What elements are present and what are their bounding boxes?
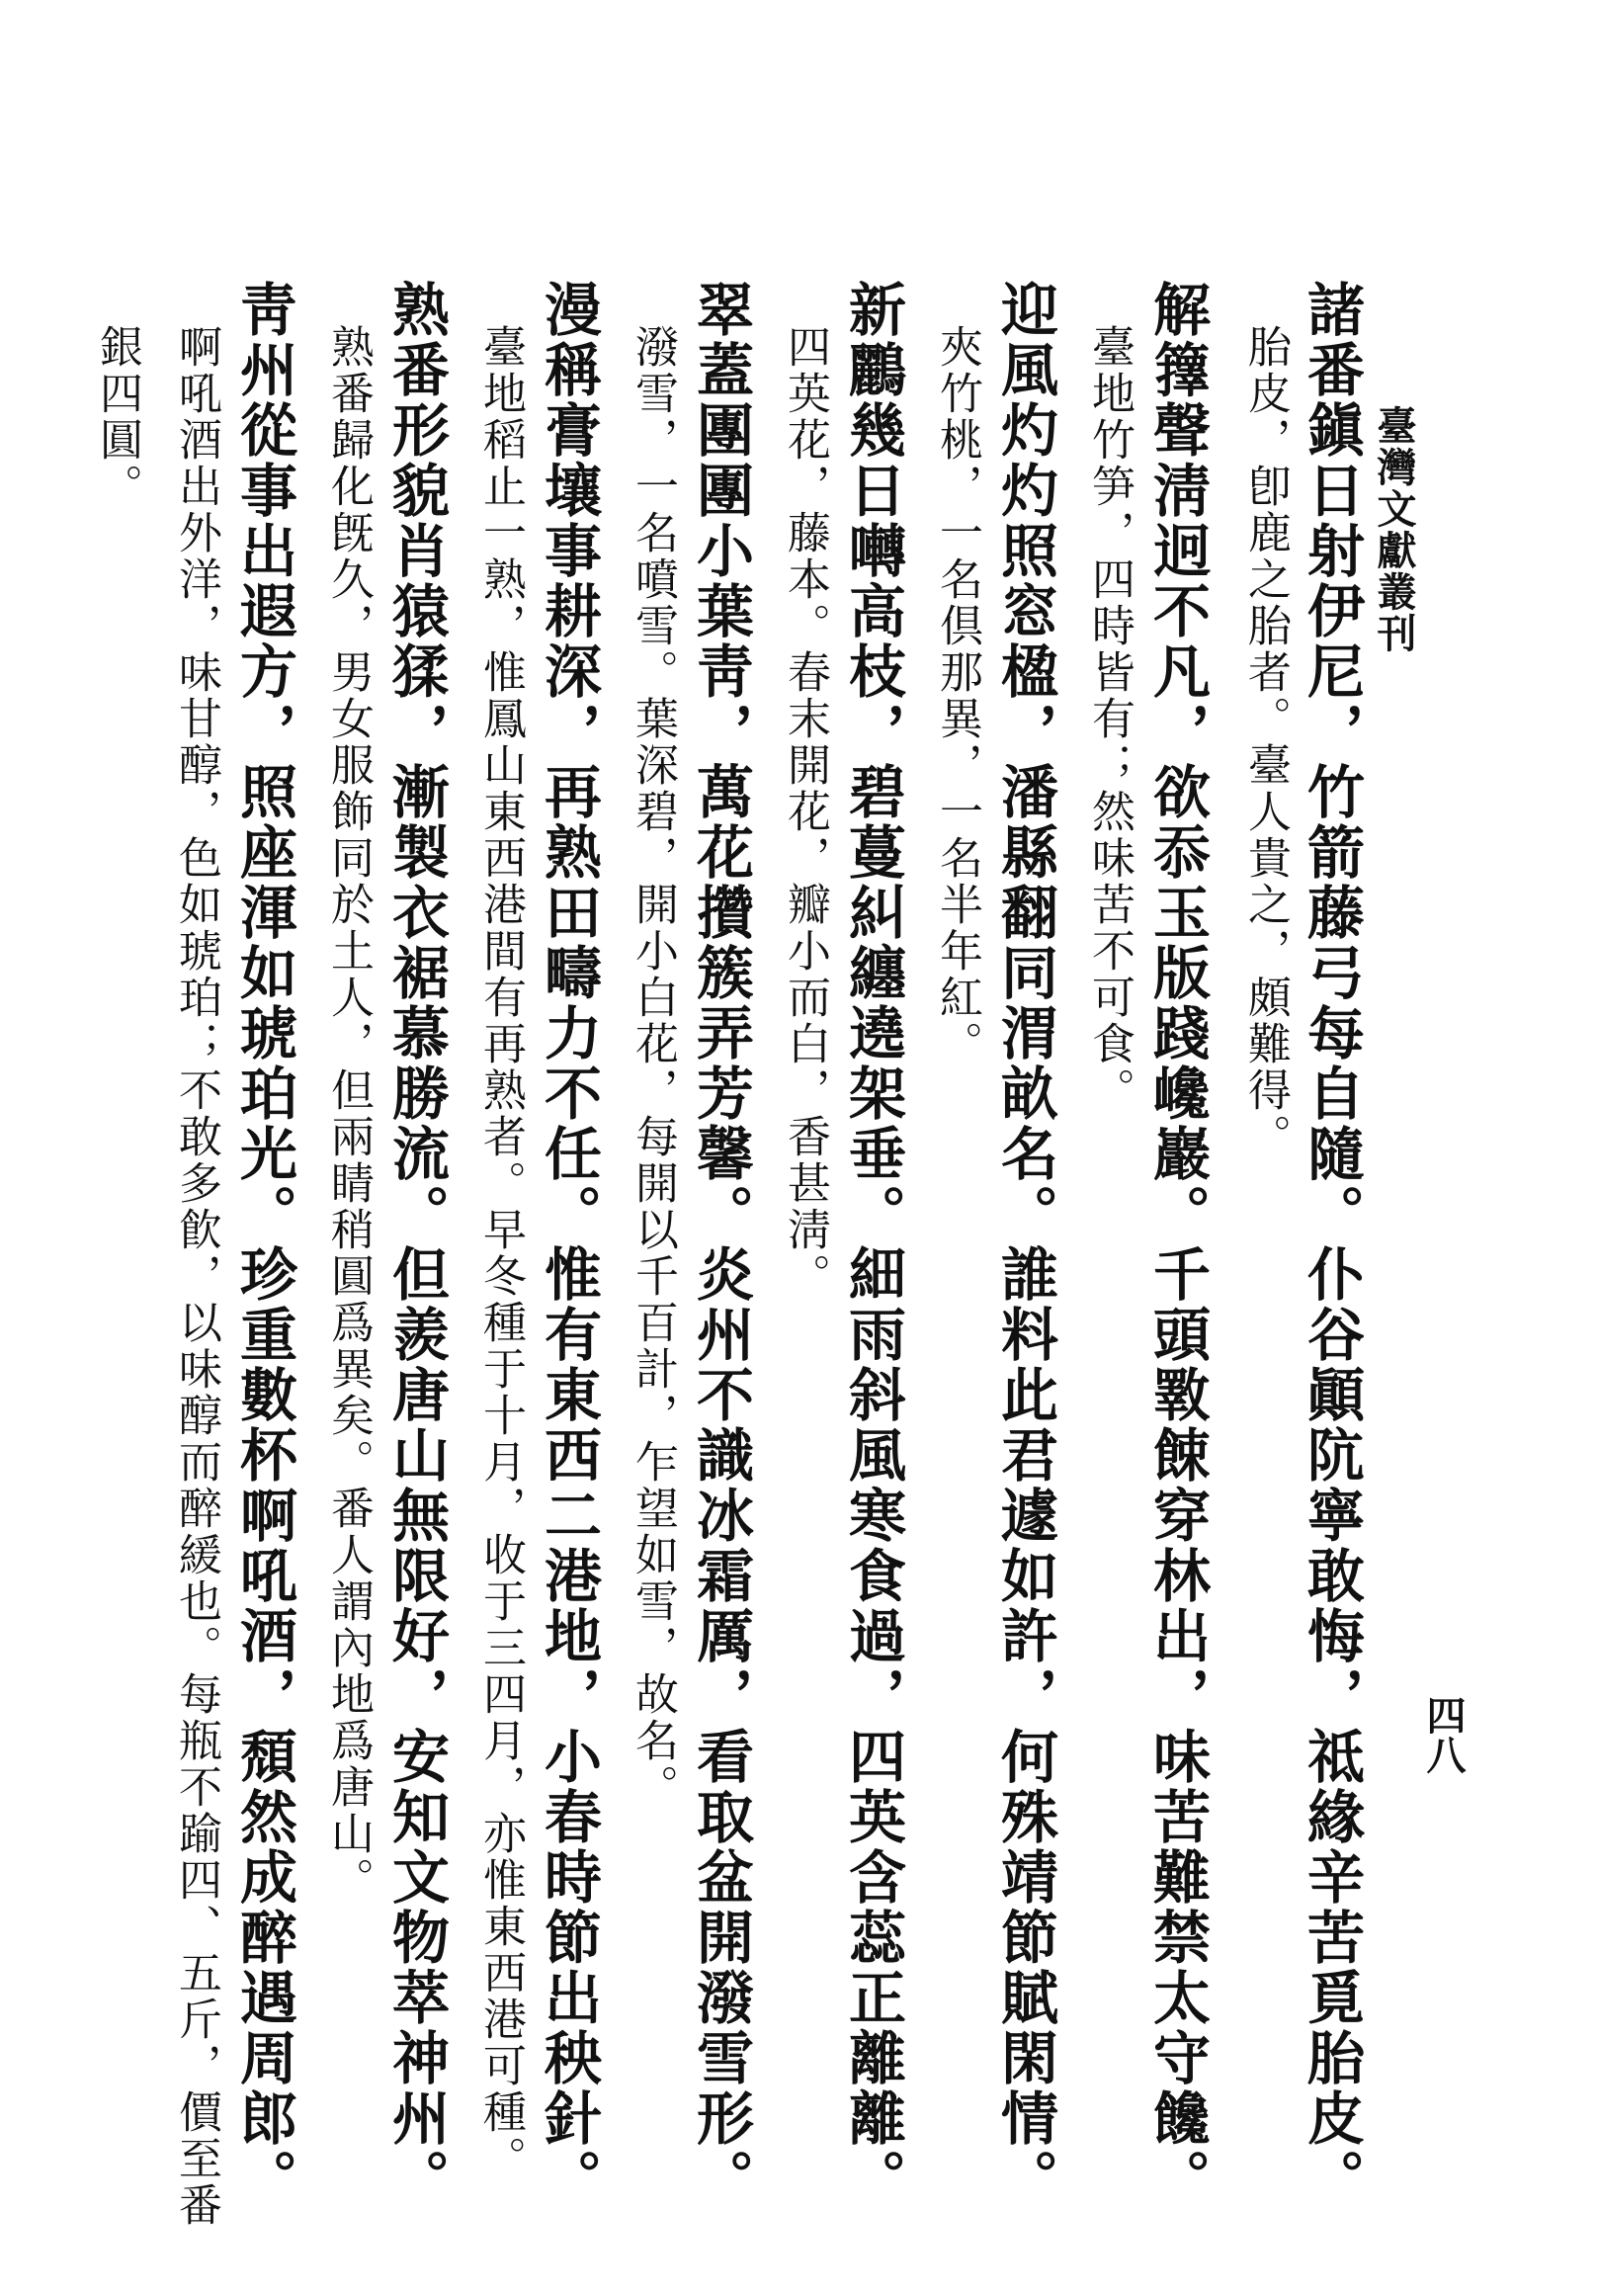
text-column: 夾竹桃，一名倶那異，一名半年紅。 <box>932 324 982 1067</box>
text-column: 翠蓋團團小葉靑，萬花攢簇弄芳馨。炎州不識冰霜厲，看取盆開潑雪形。 <box>687 280 754 2209</box>
text-column: 迎風灼灼照窓楹，潘縣翻同渭畝名。誰料此君遽如許，何殊靖節賦閑情。 <box>991 280 1058 2209</box>
page-number: 四八 <box>1420 1695 1467 1774</box>
text-column: 潑雪，一名噴雪。葉深碧，開小白花，每開以千百計，乍望如雪，故名。 <box>628 324 678 1811</box>
book-series-title: 臺灣文獻叢刊 <box>1371 405 1417 654</box>
text-column: 臺地稻止一熟，惟鳳山東西港間有再熟者。早冬種于十月，收于三四月，亦惟東西港可種。 <box>475 324 526 2182</box>
text-column: 解籜聲淸迥不凡，欲忝玉版踐巉巖。千頭斁餗穿林出，味苦難禁太守饞。 <box>1143 280 1211 2209</box>
text-column: 漫稱膏壤事耕深，再熟田疇力不任。惟有東西二港地，小春時節出秧針。 <box>535 280 602 2209</box>
text-column: 臺地竹笋，四時皆有；然味苦不可食。 <box>1084 324 1135 1114</box>
text-column: 熟番歸化旣久，男女服飾同於土人，但兩睛稍圓爲異矣。番人謂內地爲唐山。 <box>323 324 374 1904</box>
text-column: 胎皮，卽鹿之胎者。臺人貴之，頗難得。 <box>1240 324 1291 1160</box>
text-column: 四英花，藤本。春末開花，瓣小而白，香甚淸。 <box>780 324 830 1300</box>
text-column: 新鸝幾日囀高枝，碧蔓糾纏遶架垂。細雨斜風寒食過，四英含蕊正離離。 <box>839 280 906 2209</box>
text-column: 諸番鎭日射伊尼，竹箭藤弓每自隨。仆谷顚阬寧敢悔，祗緣辛苦覓胎皮。 <box>1298 280 1365 2209</box>
text-column: 靑州從事出遐方，照座渾如琥珀光。珍重數杯啊吼酒，頹然成醉遇周郎。 <box>230 280 297 2209</box>
text-column: 啊吼酒出外洋，味甘醇，色如琥珀；不敢多飮，以味醇而醉緩也。每瓶不踰四、五斤，價至番 <box>171 324 221 2229</box>
text-column: 銀四圓。 <box>92 324 142 510</box>
text-column: 熟番形貌肖猿猱，漸製衣裾慕勝流。但羨唐山無限好，安知文物萃神州。 <box>382 280 450 2209</box>
